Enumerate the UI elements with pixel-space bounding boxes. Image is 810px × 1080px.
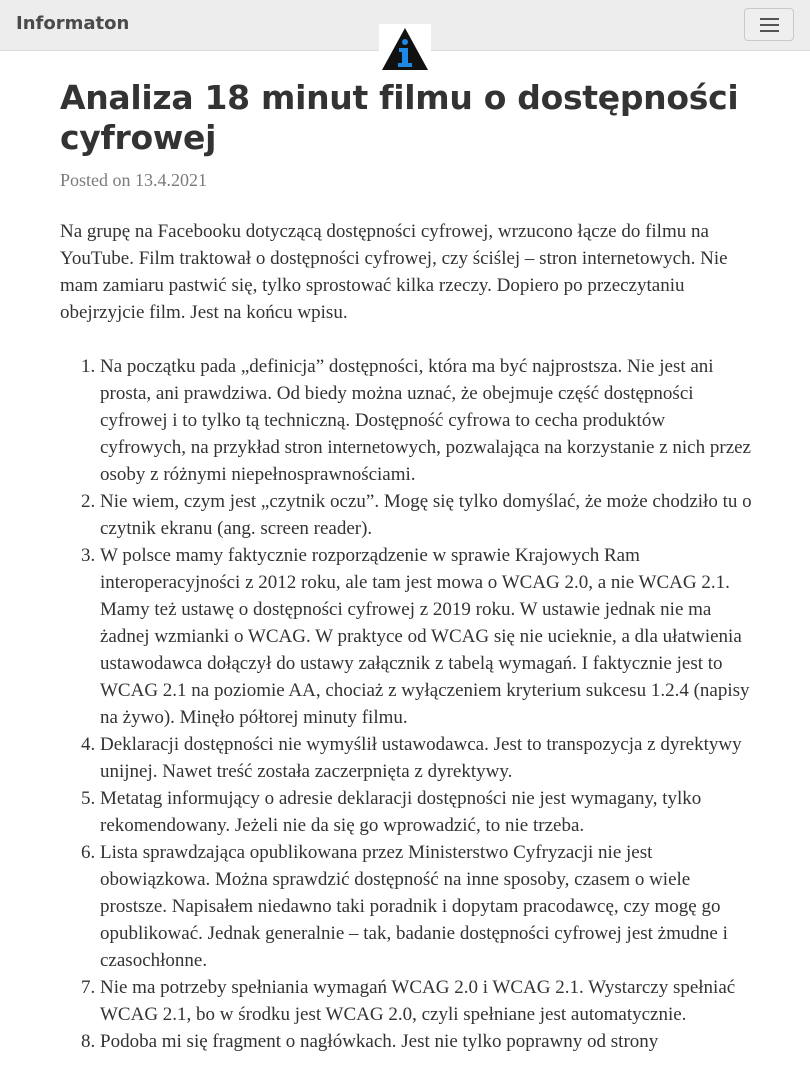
- posted-label: Posted on: [60, 170, 131, 190]
- brand-link[interactable]: Informaton: [16, 13, 130, 34]
- hamburger-menu-icon: [760, 18, 779, 20]
- info-triangle-logo-icon[interactable]: [379, 24, 431, 72]
- hamburger-menu-icon: [760, 24, 779, 26]
- list-item: 7. Nie ma potrzeby spełniania wymagań WCAG 2.0 i WCAG 2.1. Wystarczy spełniać WCAG 2.1, bo w środku jest WCAG 2.0, czyli spełniane jest automatycznie.: [100, 974, 752, 1028]
- page-title: Analiza 18 minut filmu o dostępności cyfrowej: [60, 78, 739, 157]
- intro-paragraph: Na grupę na Facebooku dotyczącą dostępności cyfrowej, wrzucono łącze do filmu na YouTube. Film traktował o dostępności cyfrowej, czy ściślej – stron internetowych. Nie mam zamiaru pastwić się, tylko sprostować kilka rzeczy. Dopiero po przeczytaniu obejrzyjcie film. Jest na końcu wpisu.: [60, 221, 728, 323]
- list-item: 8. Podoba mi się fragment o nagłówkach. Jest nie tylko poprawny od strony: [100, 1028, 752, 1055]
- hamburger-menu-icon: [760, 30, 779, 32]
- list-item: 3. W polsce mamy faktycznie rozporządzenie w sprawie Krajowych Ram interoperacyjności z 2012 roku, ale tam jest mowa o WCAG 2.0, a nie WCAG 2.1. Mamy też ustawę o dostępności cyfrowej z 2019 roku. W ustawie jednak nie ma żadnej wzmianki o WCAG. W praktyce od WCAG się nie ucieknie, a dla ułatwienia ustawodawca dołączył do ustawy załącznik z tabelą wymagań. I faktycznie jest to WCAG 2.1 na poziomie AA, chociaż z wyłączeniem kryterium sukcesu 1.2.4 (napisy na żywo). Minęło półtorej minuty filmu.: [100, 542, 752, 731]
- post-meta: [60, 168, 752, 192]
- list-item: 2. Nie wiem, czym jest „czytnik oczu”. Mogę się tylko domyślać, że może chodziło tu o czytnik ekranu (ang. screen reader).: [100, 488, 752, 542]
- list-item: 6. Lista sprawdzająca opublikowana przez Ministerstwo Cyfryzacji nie jest obowiązkowa. Można sprawdzić dostępność na inne sposoby, czasem o wiele prostsze. Napisałem niedawno taki poradnik i dopytam pracodawcę, czy mogę go opublikować. Jednak generalnie – tak, badanie dostępności cyfrowej jest żmudne i czasochłonne.: [100, 839, 752, 974]
- list-item: 4. Deklaracji dostępności nie wymyślił ustawodawca. Jest to transpozycja z dyrektywy unijnej. Nawet treść została zaczerpnięta z dyrektywy.: [100, 731, 752, 785]
- menu-toggle-button[interactable]: [744, 8, 794, 41]
- list-item: 5. Metatag informujący o adresie deklaracji dostępności nie jest wymagany, tylko rekomendowany. Jeżeli nie da się go wprowadzić, to nie trzeba.: [100, 785, 752, 839]
- post-date: 13.4.2021: [135, 170, 208, 190]
- list-item: 1. Na początku pada „definicja” dostępności, która ma być najprostsza. Nie jest ani prosta, ani prawdziwa. Od biedy można uznać, że obejmuje część dostępności cyfrowej i to tylko tą techniczną. Dostępność cyfrowa to cecha produktów cyfrowych, na przykład stron internetowych, pozwalająca na korzystanie z nich przez osoby z różnymi niepełnosprawnościami.: [100, 353, 752, 488]
- points-list: [60, 353, 752, 1055]
- article: [60, 78, 752, 1055]
